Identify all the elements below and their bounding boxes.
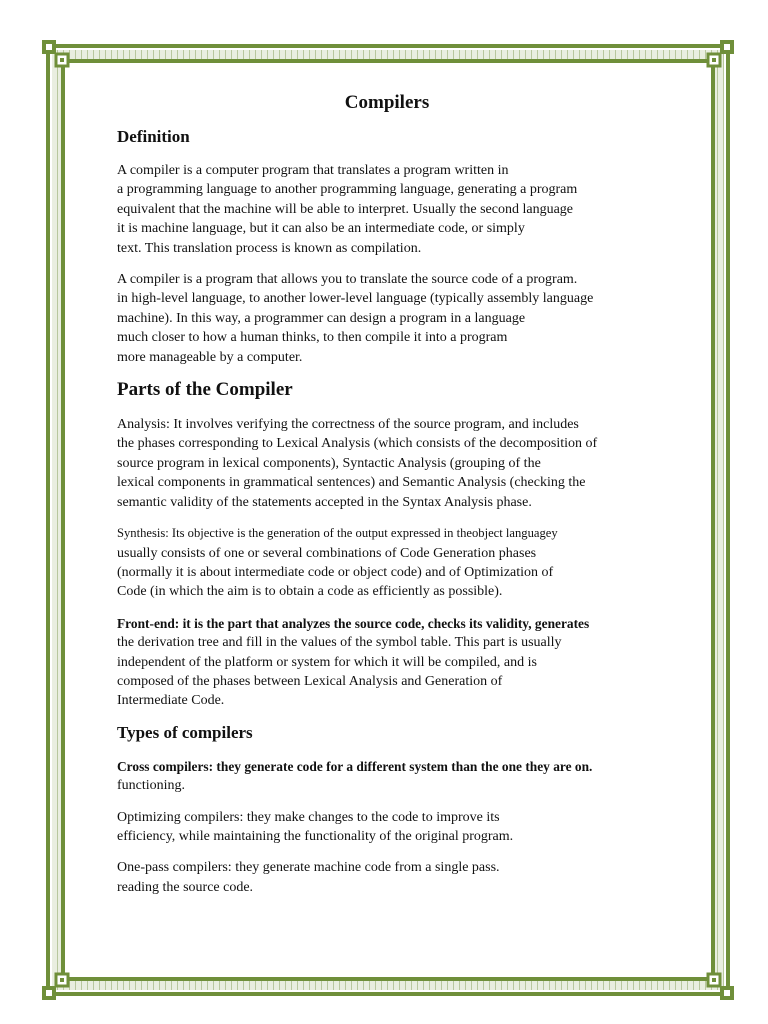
text-line: independent of the platform or system for which it will be compiled, and is (117, 654, 537, 670)
corner-ornament-top-left (40, 38, 74, 72)
text-line: the derivation tree and fill in the values of the symbol table. This part is usually (117, 635, 562, 651)
front-end-paragraph (117, 614, 657, 711)
text-line: One-pass compilers: they generate machine code from a single pass. (117, 860, 500, 876)
text-line: lexical components in grammatical sentences) and Semantic Analysis (checking the (117, 475, 586, 491)
text-line: equivalent that the machine will be able to interpret. Usually the second language (117, 201, 574, 217)
document-title: Compilers (344, 92, 430, 113)
text-line: functioning. (117, 778, 186, 794)
text-line: efficiency, while maintaining the functionality of the original program. (117, 828, 514, 844)
corner-ornament-bottom-right (702, 968, 736, 1002)
corner-ornament-bottom-left (40, 968, 74, 1002)
text-line: Optimizing compilers: they make changes to the code to improve its (117, 809, 500, 825)
text-line: machine). In this way, a programmer can design a program in a language (117, 310, 526, 326)
optimizing-compilers-paragraph (117, 808, 657, 847)
text-line: a programming language to another programming language, generating a program (117, 182, 578, 198)
text-line: more manageable by a computer. (117, 349, 303, 365)
text-line: Front-end: it is the part that analyzes the source code, checks its validity, generates (117, 615, 590, 631)
text-line: reading the source code. (117, 879, 254, 895)
text-line: composed of the phases between Lexical Analysis and Generation of (117, 673, 503, 689)
text-line: it is machine language, but it can also be an intermediate code, or simply (117, 221, 525, 237)
synthesis-paragraph (117, 524, 657, 602)
text-line: A compiler is a computer program that translates a program written in (117, 163, 509, 178)
text-line: the phases corresponding to Lexical Analysis (which consists of the decomposition of (117, 436, 598, 452)
one-pass-compilers-paragraph (117, 858, 657, 897)
text-line: usually consists of one or several combinations of Code Generation phases (117, 545, 537, 561)
text-line: Synthesis: Its objective is the generation of the output expressed in theobject languagey (117, 526, 558, 541)
types-heading: Types of compilers (117, 722, 253, 742)
text-line: A compiler is a program that allows you to translate the source code of a program. (117, 272, 578, 288)
text-line: Cross compilers: they generate code for a different system than the one they are on. (117, 758, 593, 774)
text-line: in high-level language, to another lower-level language (typically assembly language (117, 291, 594, 307)
document-body (117, 92, 657, 909)
cross-compilers-paragraph (117, 757, 657, 796)
text-line: (normally it is about intermediate code or object code) and of Optimization of (117, 564, 554, 580)
text-line: text. This translation process is known as compilation. (117, 240, 422, 256)
analysis-paragraph (117, 415, 657, 512)
definition-heading: Definition (117, 127, 190, 146)
text-line: Code (in which the aim is to obtain a code as efficiently as possible). (117, 584, 503, 600)
definition-paragraph-1 (117, 161, 657, 258)
text-line: Intermediate Code. (117, 693, 225, 709)
text-line: source program in lexical components), Syntactic Analysis (grouping of the (117, 455, 541, 471)
text-line: Analysis: It involves verifying the correctness of the source program, and includes (117, 417, 579, 433)
corner-ornament-top-right (702, 38, 736, 72)
definition-paragraph-2 (117, 270, 657, 367)
text-line: much closer to how a human thinks, to then compile it into a program (117, 330, 508, 346)
parts-heading: Parts of the Compiler (117, 379, 293, 401)
text-line: semantic validity of the statements accepted in the Syntax Analysis phase. (117, 494, 532, 510)
